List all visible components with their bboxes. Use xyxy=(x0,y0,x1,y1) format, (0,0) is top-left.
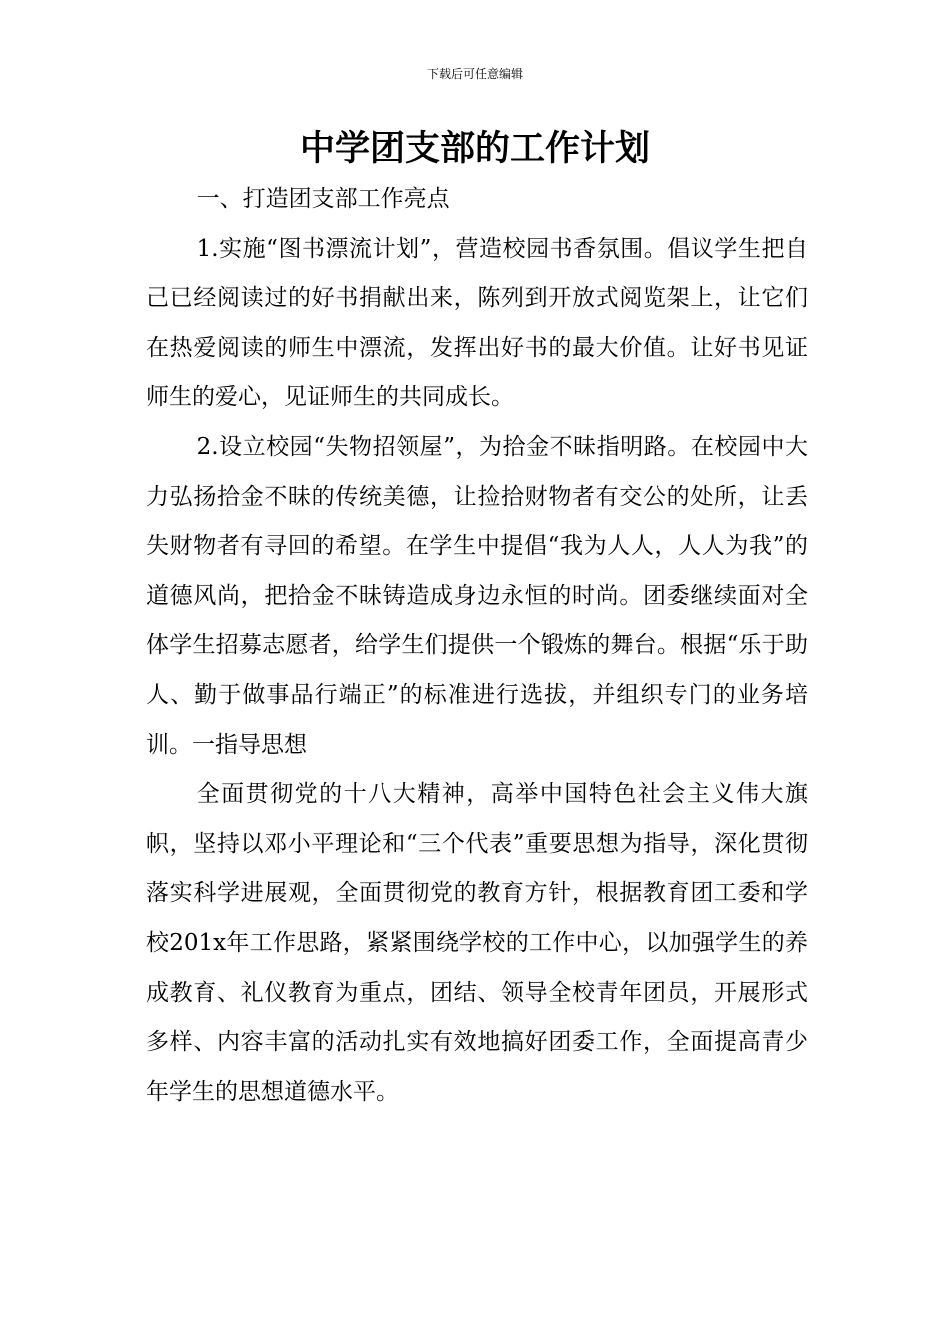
document-title: 中学团支部的工作计划 xyxy=(299,129,650,169)
section-heading: 一、打造团支部工作亮点 xyxy=(196,186,450,212)
document-body xyxy=(146,175,808,1117)
header-note: 下载后可任意编辑 xyxy=(426,67,523,81)
body-paragraph: 1.实施“图书漂流计划”，营造校园书香氛围。倡议学生把自己已经阅读过的好书捐献出来，陈列到开放式阅览架上，让它们在热爱阅读的师生中漂流，发挥出好书的最大价值。让好书见证师生的爱心，见证师生的共同成长。 xyxy=(146,235,808,411)
body-paragraph: 全面贯彻党的十八大精神，高举中国特色社会主义伟大旗帜，坚持以邓小平理论和“三个代表”重要思想为指导，深化贯彻落实科学进展观，全面贯彻党的教育方针，根据教育团工委和学校201x年工作思路，紧紧围绕学校的工作中心，以加强学生的养成教育、礼仪教育为重点，团结、领导全校青年团员，开展形式多样、内容丰富的活动扎实有效地搞好团委工作，全面提高青少年学生的思想道德水平。 xyxy=(146,781,808,1105)
body-paragraph: 2.设立校园“失物招领屋”，为拾金不昧指明路。在校园中大力弘扬拾金不昧的传统美德，让捡拾财物者有交公的处所，让丢失财物者有寻回的希望。在学生中提倡“我为人人，人人为我”的道德风尚，把拾金不昧铸造成身边永恒的时尚。团委继续面对全体学生招募志愿者，给学生们提供一个锻炼的舞台。根据“乐于助人、勤于做事品行端正”的标准进行选拔，并组织专门的业务培训。一指导思想 xyxy=(146,433,808,758)
